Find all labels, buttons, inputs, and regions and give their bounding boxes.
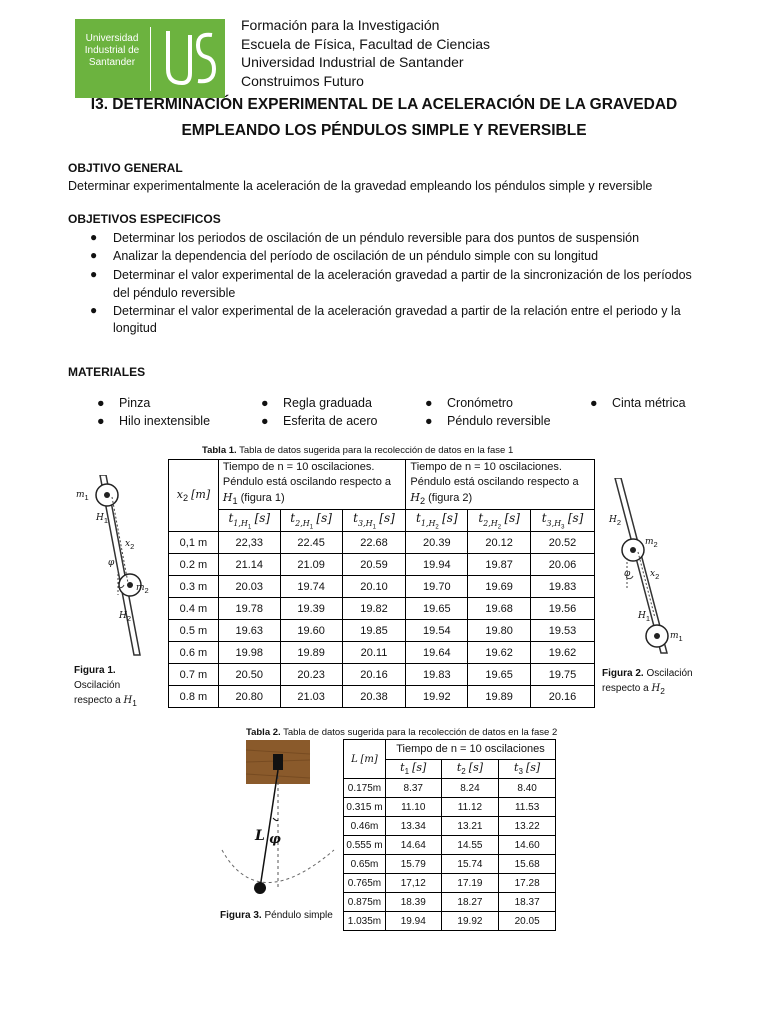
time-cell: 19.64 xyxy=(406,642,468,664)
material-item: ● Péndulo reversible xyxy=(425,414,551,428)
figure1-caption xyxy=(74,663,137,711)
caption-label: Tabla 2. xyxy=(246,727,281,738)
group-line xyxy=(410,490,590,509)
objective-item-cont: del péndulo reversible xyxy=(113,286,236,300)
table-row xyxy=(169,532,595,554)
time-cell: 14.55 xyxy=(441,836,499,855)
material-label: Pinza xyxy=(119,396,151,410)
label-m2: $m_2$ xyxy=(645,537,658,549)
time-cell: 8.37 xyxy=(385,779,441,798)
length-cell: 1.035m xyxy=(344,912,386,931)
time-cell: 20.12 xyxy=(468,532,531,554)
x2-cell: 0.3 m xyxy=(169,576,219,598)
group-header-h2 xyxy=(406,460,595,510)
x2-cell: 0.5 m xyxy=(169,620,219,642)
section-heading: OBJTIVO GENERAL xyxy=(68,161,183,175)
label-phi: φ xyxy=(624,569,631,579)
length-cell: 0.65m xyxy=(344,855,386,874)
header-line: Universidad Industrial de Santander xyxy=(241,54,464,70)
logo-line: Santander xyxy=(88,57,136,68)
table-row xyxy=(344,817,556,836)
material-label: Hilo inextensible xyxy=(119,414,211,428)
material-item: ● Hilo inextensible xyxy=(97,414,211,428)
caption-line: respecto a $H_2$ xyxy=(602,683,665,696)
general-objective-text: Determinar experimentalmente la aceleración de la gravedad empleando los péndulos simple y reversible xyxy=(68,179,653,193)
time-cell: 19.53 xyxy=(531,620,595,642)
material-label: Cinta métrica xyxy=(612,396,686,410)
time-cell: 19.82 xyxy=(342,598,406,620)
time-cell: 21.14 xyxy=(218,554,280,576)
header-line: Formación para la Investigación xyxy=(241,17,440,33)
objective-item: Determinar el valor experimental de la aceleración gravedad a partir de la relación entre el periodo y la xyxy=(113,304,681,318)
pivot-h2 xyxy=(630,547,636,553)
time-cell: 20.38 xyxy=(342,686,406,708)
logo-divider xyxy=(150,27,151,91)
column-header: $t_{2,H_1}$ [s] xyxy=(280,510,342,532)
bullet-icon: ● xyxy=(90,230,98,244)
label-m2: $m_2$ xyxy=(136,583,149,595)
caption-label: Tabla 1. xyxy=(202,445,237,456)
time-cell: 17,12 xyxy=(385,874,441,893)
data-table-2 xyxy=(343,739,556,931)
label-x2: $x_2$ xyxy=(125,539,135,551)
table-row xyxy=(344,779,556,798)
material-label: Regla graduada xyxy=(283,396,372,410)
time-cell: 21.03 xyxy=(280,686,342,708)
group-line: Péndulo está oscilando respecto a xyxy=(410,476,579,488)
pivot-h1 xyxy=(654,633,660,639)
caption-label: Figura 1. xyxy=(74,665,116,676)
x2-cell: 0,1 m xyxy=(169,532,219,554)
section-heading: MATERIALES xyxy=(68,365,146,379)
time-cell: 15.68 xyxy=(499,855,556,874)
time-cell: 19.69 xyxy=(468,576,531,598)
time-cell: 19.75 xyxy=(531,664,595,686)
group-header-h1 xyxy=(218,460,406,510)
section-heading: OBJETIVOS ESPECIFICOS xyxy=(68,212,221,226)
time-cell: 14.64 xyxy=(385,836,441,855)
time-cell: 18.39 xyxy=(385,893,441,912)
objective-item: Analizar la dependencia del período de oscilación de un péndulo simple con su longitud xyxy=(113,249,599,263)
time-cell: 19.60 xyxy=(280,620,342,642)
group-ref: (figura 1) xyxy=(240,492,285,504)
column-header: $t_{1,H_1}$ [s] xyxy=(218,510,280,532)
x2-cell: 0.4 m xyxy=(169,598,219,620)
time-cell: 17.19 xyxy=(441,874,499,893)
time-cell: 19.98 xyxy=(218,642,280,664)
bullet-icon: ● xyxy=(90,248,98,262)
time-cell: 19.85 xyxy=(342,620,406,642)
table-header-row xyxy=(344,740,556,760)
var-sub: 2 xyxy=(182,493,189,504)
column-header: $t_{3,H_3}$ [s] xyxy=(531,510,595,532)
angle-arc xyxy=(273,818,278,821)
caption-line: Oscilación xyxy=(646,668,693,679)
time-cell: 19.89 xyxy=(468,686,531,708)
label-x2: $x_2$ xyxy=(650,569,660,581)
time-cell: 11.12 xyxy=(441,798,499,817)
document-title: I3. DETERMINACIÓN EXPERIMENTAL DE LA ACELERACIÓN DE LA GRAVEDAD xyxy=(90,96,678,113)
label-h2: $H_2$ xyxy=(119,611,132,623)
time-cell: 19.80 xyxy=(468,620,531,642)
time-cell: 21.09 xyxy=(280,554,342,576)
time-cell: 13.21 xyxy=(441,817,499,836)
table-row xyxy=(344,836,556,855)
caption-line: Oscilación xyxy=(74,680,121,691)
time-cell: 22.68 xyxy=(342,532,406,554)
var-symbol: L xyxy=(351,753,358,765)
x2-cell: 0.7 m xyxy=(169,664,219,686)
var-symbol: x xyxy=(176,488,183,501)
bullet-icon: ● xyxy=(90,267,98,281)
time-cell: 19.89 xyxy=(280,642,342,664)
caption-label: Figura 2. xyxy=(602,668,644,679)
time-cell: 19.83 xyxy=(406,664,468,686)
length-cell: 0.875m xyxy=(344,893,386,912)
bullet-icon: ● xyxy=(90,303,98,317)
clamp xyxy=(273,754,283,770)
caption-line: respecto a $H_1$ xyxy=(74,695,137,708)
material-label: Esferita de acero xyxy=(283,414,378,428)
time-cell: 19.83 xyxy=(531,576,595,598)
bob xyxy=(254,882,266,894)
length-cell: 0.315 m xyxy=(344,798,386,817)
table-row xyxy=(344,893,556,912)
column-header: $t_3$ [s] xyxy=(499,759,556,779)
group-line: Péndulo está oscilando respecto a xyxy=(222,476,392,488)
table-row xyxy=(344,798,556,817)
logo-line: Industrial de xyxy=(84,45,140,56)
length-cell: 0.175m xyxy=(344,779,386,798)
table-row xyxy=(344,855,556,874)
material-item: ● Regla graduada xyxy=(261,396,372,410)
time-cell: 20.50 xyxy=(218,664,280,686)
logo-line: Universidad xyxy=(85,33,139,44)
figure3-simple-pendulum xyxy=(218,740,338,900)
group-header: Tiempo de n = 10 oscilaciones xyxy=(385,740,555,760)
length-cell: 0.555 m xyxy=(344,836,386,855)
h-symbol: H xyxy=(222,491,233,504)
caption-label: Figura 3. xyxy=(220,910,262,921)
time-cell: 20.05 xyxy=(499,912,556,931)
time-cell: 19.39 xyxy=(280,598,342,620)
time-cell: 20.23 xyxy=(280,664,342,686)
table-header-row xyxy=(169,460,595,510)
time-cell: 22,33 xyxy=(218,532,280,554)
column-header: $t_1$ [s] xyxy=(385,759,441,779)
material-label: Cronómetro xyxy=(447,396,513,410)
time-cell: 19.94 xyxy=(406,554,468,576)
time-cell: 20.06 xyxy=(531,554,595,576)
table-row xyxy=(169,576,595,598)
time-cell: 20.39 xyxy=(406,532,468,554)
material-item: ● Pinza xyxy=(97,396,151,410)
objective-item: Determinar el valor experimental de la aceleración gravedad a partir de la sincronización de los períodos xyxy=(113,268,692,282)
time-cell: 11.53 xyxy=(499,798,556,817)
time-cell: 19.78 xyxy=(218,598,280,620)
header-line: Escuela de Física, Facultad de Ciencias xyxy=(241,36,491,52)
table2-caption xyxy=(246,727,557,738)
time-cell: 20.03 xyxy=(218,576,280,598)
column-header: $t_{3,H_1}$ [s] xyxy=(342,510,406,532)
time-cell: 8.40 xyxy=(499,779,556,798)
label-phi: φ xyxy=(269,832,281,847)
column-header: $t_{1,H_2}$ [s] xyxy=(406,510,468,532)
document-title: EMPLEANDO LOS PÉNDULOS SIMPLE Y REVERSIBLE xyxy=(181,122,587,139)
x2-cell: 0.8 m xyxy=(169,686,219,708)
x2-header xyxy=(169,460,219,532)
pivot-h2 xyxy=(127,582,133,588)
time-cell: 19.65 xyxy=(468,664,531,686)
time-cell: 8.24 xyxy=(441,779,499,798)
x2-cell: 0.6 m xyxy=(169,642,219,664)
objective-item-cont: longitud xyxy=(113,321,157,335)
figure3-caption xyxy=(220,908,333,923)
table-row xyxy=(169,554,595,576)
L-header xyxy=(344,740,386,779)
var-unit: [m] xyxy=(191,488,211,501)
table-row xyxy=(344,912,556,931)
var-unit: [m] xyxy=(360,753,378,765)
figure2-caption xyxy=(602,666,693,699)
table1-caption xyxy=(202,445,513,456)
length-cell: 0.765m xyxy=(344,874,386,893)
column-header: $t_2$ [s] xyxy=(441,759,499,779)
time-cell: 19.62 xyxy=(468,642,531,664)
time-cell: 19.63 xyxy=(218,620,280,642)
caption-text: Tabla de datos sugerida para la recolección de datos en la fase 1 xyxy=(239,445,514,456)
label-h1: $H_1$ xyxy=(96,513,109,525)
label-m1: $m_1$ xyxy=(76,490,89,502)
time-cell: 19.94 xyxy=(385,912,441,931)
label-phi: φ xyxy=(108,558,115,568)
time-cell: 20.16 xyxy=(531,686,595,708)
time-cell: 19.56 xyxy=(531,598,595,620)
pivot-h1 xyxy=(104,492,110,498)
time-cell: 19.62 xyxy=(531,642,595,664)
time-cell: 19.87 xyxy=(468,554,531,576)
label-L: L xyxy=(255,828,265,844)
time-cell: 15.74 xyxy=(441,855,499,874)
time-cell: 13.34 xyxy=(385,817,441,836)
table-row xyxy=(169,686,595,708)
header-line: Construimos Futuro xyxy=(241,73,364,89)
material-label: Péndulo reversible xyxy=(447,414,551,428)
time-cell: 18.37 xyxy=(499,893,556,912)
time-cell: 20.52 xyxy=(531,532,595,554)
caption-text: Péndulo simple xyxy=(264,910,333,921)
data-table-1 xyxy=(168,459,595,708)
group-line: Tiempo de n = 10 oscilaciones. xyxy=(222,461,375,473)
logo-text xyxy=(80,33,144,69)
time-cell: 19.70 xyxy=(406,576,468,598)
table-subheader-row xyxy=(169,510,595,532)
table-row xyxy=(169,642,595,664)
group-line: Tiempo de n = 10 oscilaciones. xyxy=(410,461,562,473)
table-row xyxy=(169,620,595,642)
time-cell: 20.16 xyxy=(342,664,406,686)
time-cell: 20.11 xyxy=(342,642,406,664)
h-sub: 1 xyxy=(232,496,238,507)
time-cell: 22.45 xyxy=(280,532,342,554)
length-cell: 0.46m xyxy=(344,817,386,836)
label-m1: $m_1$ xyxy=(670,631,683,643)
table-row xyxy=(344,874,556,893)
group-line xyxy=(223,490,402,509)
time-cell: 18.27 xyxy=(441,893,499,912)
label-h2: $H_2$ xyxy=(609,515,622,527)
time-cell: 13.22 xyxy=(499,817,556,836)
time-cell: 19.74 xyxy=(280,576,342,598)
time-cell: 11.10 xyxy=(385,798,441,817)
caption-text: Tabla de datos sugerida para la recolección de datos en la fase 2 xyxy=(283,727,558,738)
objective-item: Determinar los periodos de oscilación de un péndulo reversible para dos puntos de suspensión xyxy=(113,231,640,245)
material-item: ● Cinta métrica xyxy=(590,396,686,410)
time-cell: 20.10 xyxy=(342,576,406,598)
time-cell: 19.92 xyxy=(441,912,499,931)
material-item: ● Esferita de acero xyxy=(261,414,378,428)
time-cell: 19.54 xyxy=(406,620,468,642)
time-cell: 14.60 xyxy=(499,836,556,855)
time-cell: 17.28 xyxy=(499,874,556,893)
time-cell: 20.80 xyxy=(218,686,280,708)
table-row xyxy=(169,664,595,686)
table-row xyxy=(169,598,595,620)
time-cell: 15.79 xyxy=(385,855,441,874)
time-cell: 19.65 xyxy=(406,598,468,620)
x2-cell: 0.2 m xyxy=(169,554,219,576)
time-cell: 20.59 xyxy=(342,554,406,576)
column-header: $t_{2,H_2}$ [s] xyxy=(468,510,531,532)
uis-emblem-icon xyxy=(160,25,220,91)
time-cell: 19.92 xyxy=(406,686,468,708)
material-item: ● Cronómetro xyxy=(425,396,513,410)
label-h1: $H_1$ xyxy=(638,611,651,623)
h-sub: 2 xyxy=(419,496,426,507)
h-symbol: H xyxy=(410,491,420,504)
group-ref: (figura 2) xyxy=(428,492,473,504)
time-cell: 19.68 xyxy=(468,598,531,620)
